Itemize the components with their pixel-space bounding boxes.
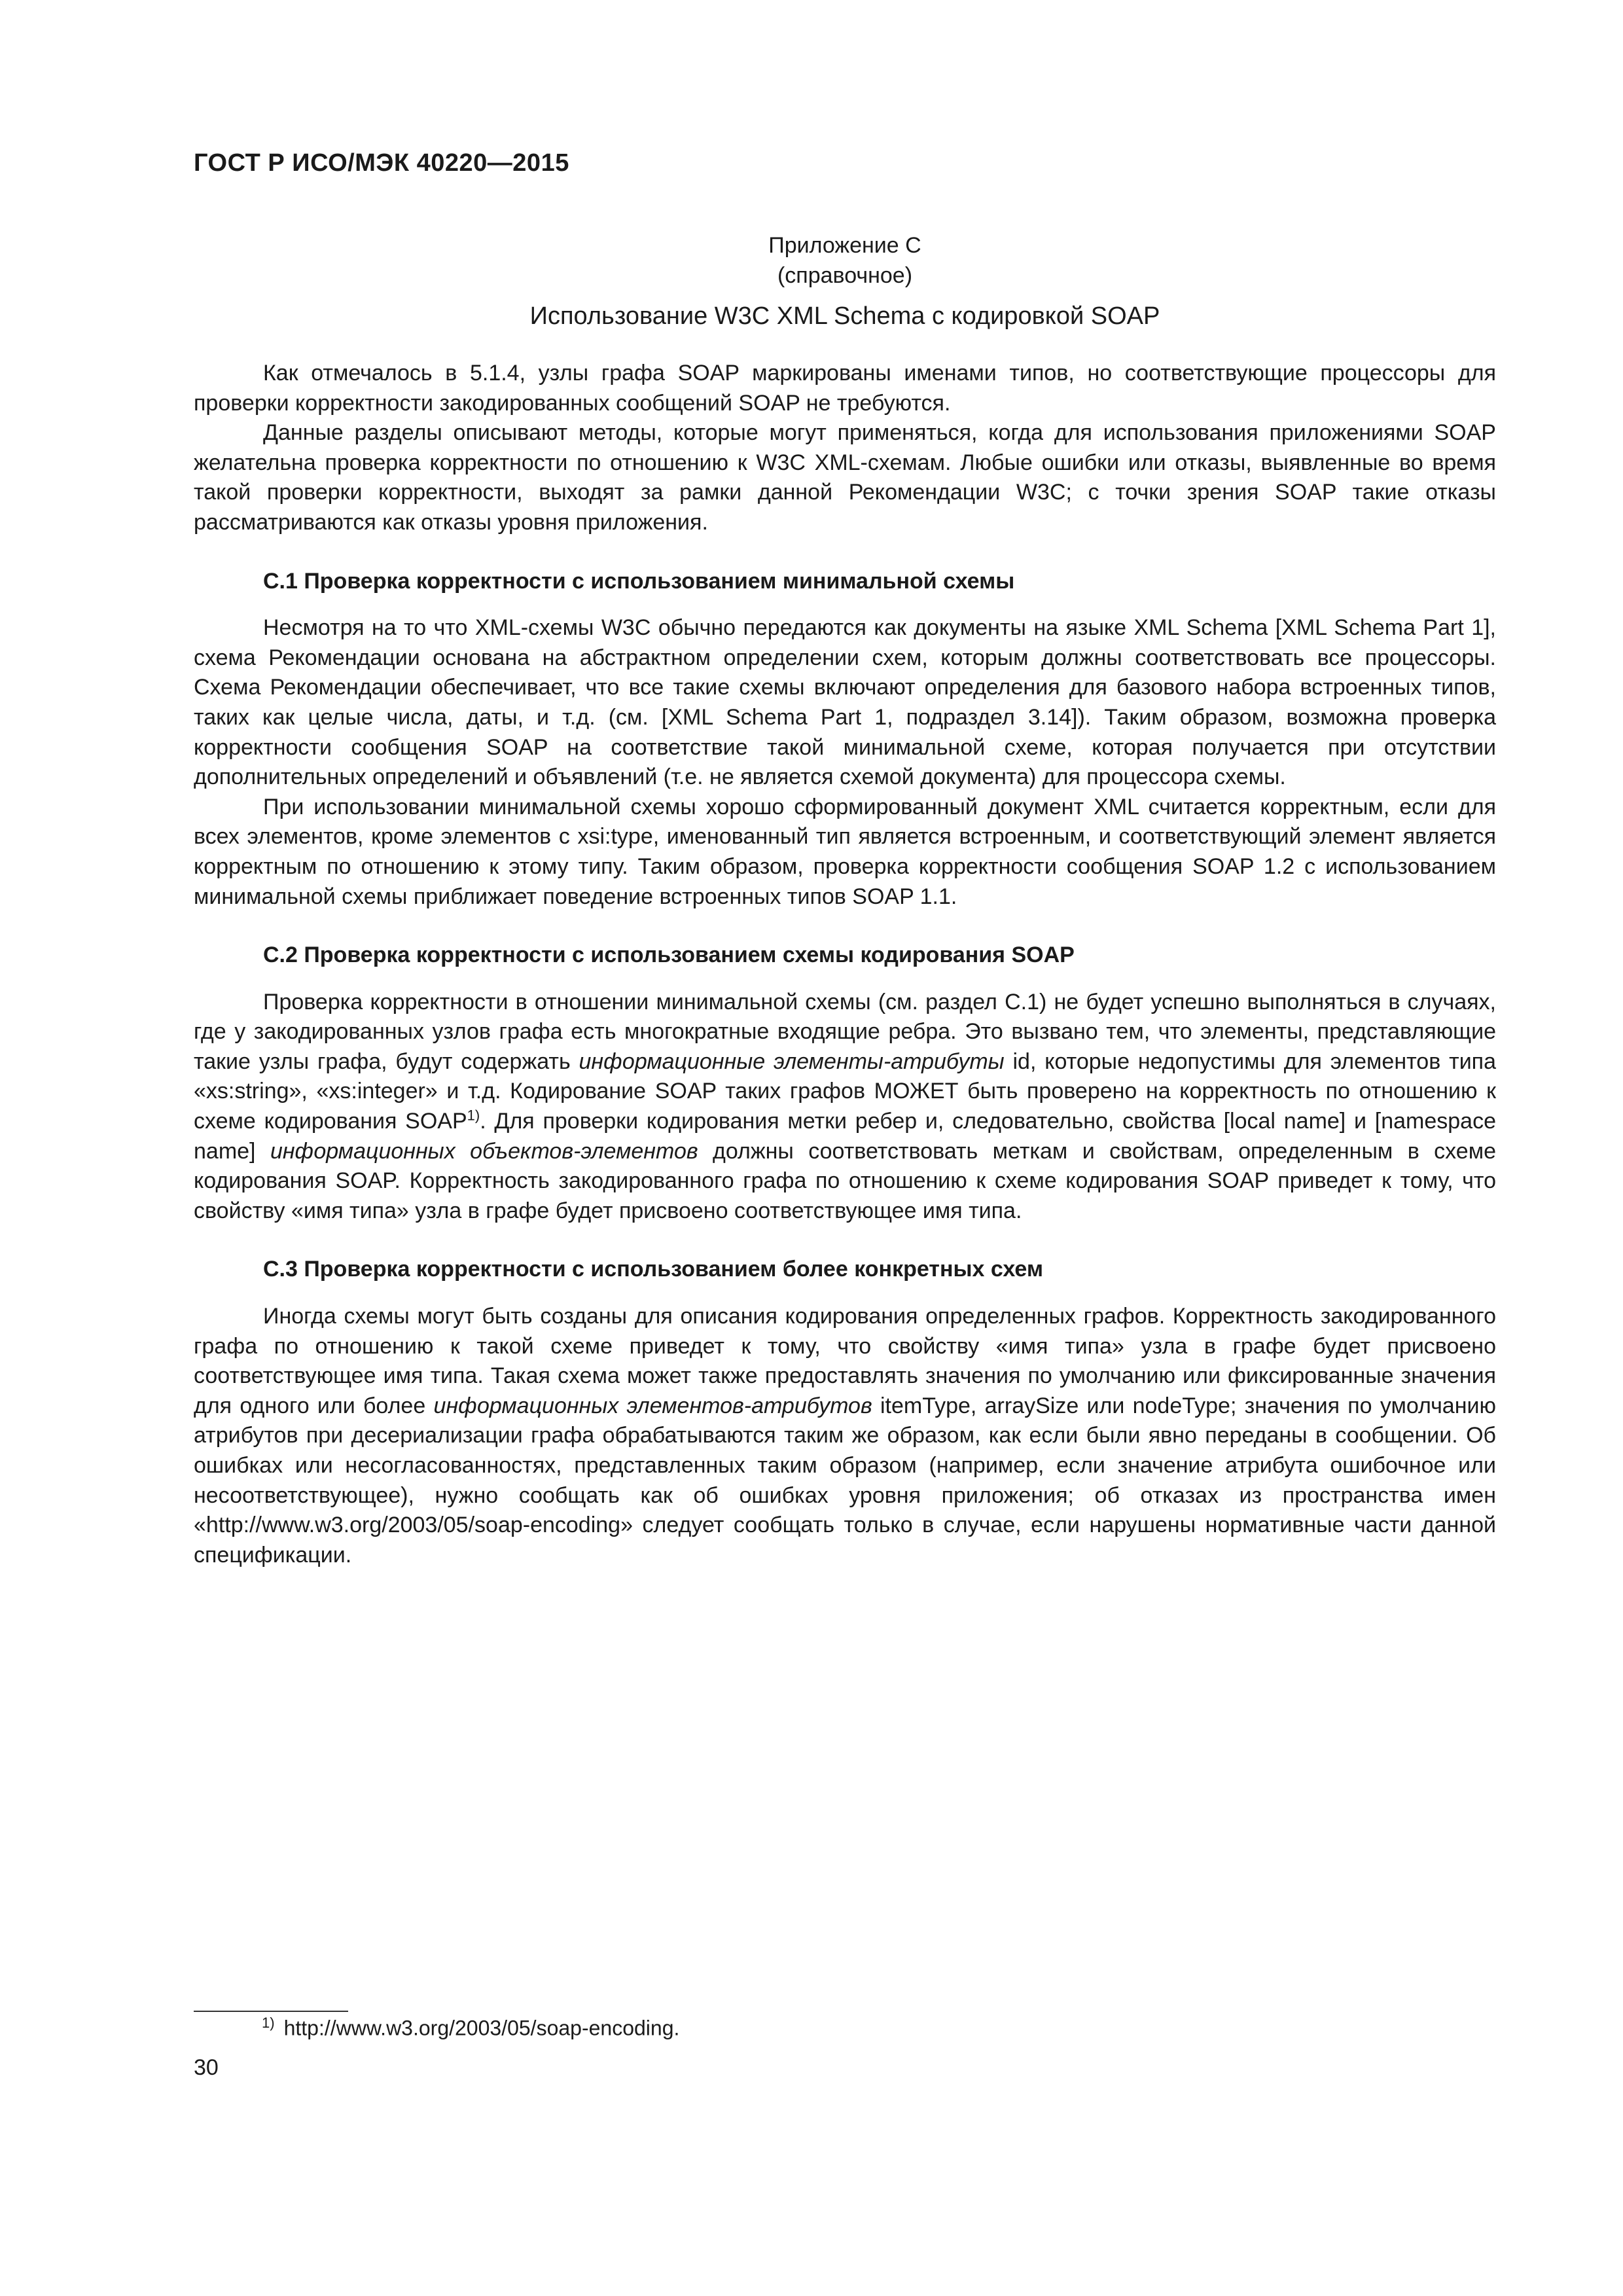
annex-body bbox=[194, 359, 1496, 1570]
text-run: id, которые недопустимы для элементов типа «xs:string», «xs:integer» и т.д. Кодирование SOAP таких графов МОЖЕТ быть проверено на корректность по отношению к схеме кодирования SOAP bbox=[194, 1049, 1496, 1134]
italic-term: информационных объектов-элементов bbox=[270, 1138, 698, 1164]
section-c1-paragraph-2: При использовании минимальной схемы хорошо сформированный документ XML считается корректным, если для всех элементов, кроме элементов с xsi:type, именованный тип является встроенным, и соответствующий элемент является корректным по отношению к этому типу. Таким образом, проверка корректности сообщения SOAP 1.2 с использованием минимальной схемы приближает поведение встроенных типов SOAP 1.1. bbox=[194, 794, 1496, 909]
annex-title: Использование W3C XML Schema с кодировкой SOAP bbox=[529, 302, 1160, 330]
intro-paragraph-1: Как отмечалось в 5.1.4, узлы графа SOAP маркированы именами типов, но соответствующие процессоры для проверки корректности закодированных сообщений SOAP не требуются. bbox=[194, 361, 1496, 416]
footnote-mark: 1) bbox=[262, 2015, 275, 2031]
text-run: Проверка корректности в отношении минимальной схемы (см. раздел С.1) не будет успешно выполняться в случаях, где у закодированных узлов графа есть многократные входящие ребра. Это вызвано тем, что элементы, представляющие такие узлы графа, будут содержать bbox=[194, 989, 1496, 1074]
section-c3-paragraph-1 bbox=[194, 1302, 1496, 1570]
footnote-reference: 1) bbox=[467, 1107, 480, 1124]
italic-term: информационных элементов-атрибутов bbox=[433, 1393, 872, 1418]
footnote-separator bbox=[194, 2011, 348, 2012]
italic-term: информационные элементы-атрибуты bbox=[579, 1049, 1005, 1074]
section-c2-heading: С.2 Проверка корректности с использованием схемы кодирования SOAP bbox=[263, 942, 1075, 968]
annex-kind: (справочное) bbox=[777, 263, 913, 288]
text-run: . Для проверки кодирования метки ребер и, следовательно, свойства [local name] и [namespace name] bbox=[194, 1109, 1496, 1164]
section-c1-heading: С.1 Проверка корректности с использованием минимальной схемы bbox=[263, 568, 1015, 594]
annex-label: Приложение С bbox=[768, 233, 921, 258]
footnote-text: http://www.w3.org/2003/05/soap-encoding. bbox=[283, 2016, 680, 2040]
section-c2-paragraph-1 bbox=[194, 988, 1496, 1227]
section-c3-heading: С.3 Проверка корректности с использованием более конкретных схем bbox=[263, 1257, 1044, 1282]
intro-paragraph-2: Данные разделы описывают методы, которые могут применяться, когда для использования приложениями SOAP желательна проверка корректности по отношению к W3C XML-схемам. Любые ошибки или отказы, выявленные во время такой проверки корректности, выходят за рамки данной Рекомендации W3C; с точки зрения SOAP такие отказы рассматриваются как отказы уровня приложения. bbox=[194, 420, 1496, 535]
page-number: 30 bbox=[194, 2055, 219, 2080]
text-run: Иногда схемы могут быть созданы для описания кодирования определенных графов. Корректность закодированного графа по отношению к такой схеме приведет к тому, что свойству «имя типа» узла в графе будет присвоено соответствующее имя типа. Такая схема может также предоставлять значения по умолчанию или фиксированные значения для одного или более bbox=[194, 1304, 1496, 1418]
section-c1-paragraph-1: Несмотря на то что XML-схемы W3C обычно передаются как документы на языке XML Schema [XML Schema Part 1], схема Рекомендации основана на абстрактном определении схем, которым должны соответствовать все процессоры. Схема Рекомендации обеспечивает, что все такие схемы включают определения для базового набора встроенных типов, таких как целые числа, даты, и т.д. (см. [XML Schema Part 1, подраздел 3.14]). Таким образом, возможна проверка корректности сообщения SOAP на соответствие такой минимальной схеме, которая получается при отсутствии дополнительных определений и объявлений (т.е. не является схемой документа) для процессора схемы. bbox=[194, 615, 1496, 790]
standard-designation: ГОСТ Р ИСО/МЭК 40220—2015 bbox=[194, 149, 569, 177]
text-run: itemType, arraySize или nodeType; значения по умолчанию атрибутов при десериализации графа обрабатываются таким же образом, как если были явно переданы в сообщении. Об ошибках или несогласованностях, представленных таким образом (например, если значение атрибута ошибочное или несоответствующее), нужно сообщать как об ошибках уровня приложения; об отказах из пространства имен «http://www.w3.org/2003/05/soap-encoding» следует сообщать только в случае, если нарушены нормативные части данной спецификации. bbox=[194, 1393, 1496, 1568]
text-run: должны соответствовать меткам и свойствам, определенным в схеме кодирования SOAP. Корректность закодированного графа по отношению к схеме кодирования SOAP приведет к тому, что свойству «имя типа» узла в графе будет присвоено соответствующее имя типа. bbox=[194, 1138, 1496, 1223]
footnote bbox=[262, 2015, 679, 2041]
